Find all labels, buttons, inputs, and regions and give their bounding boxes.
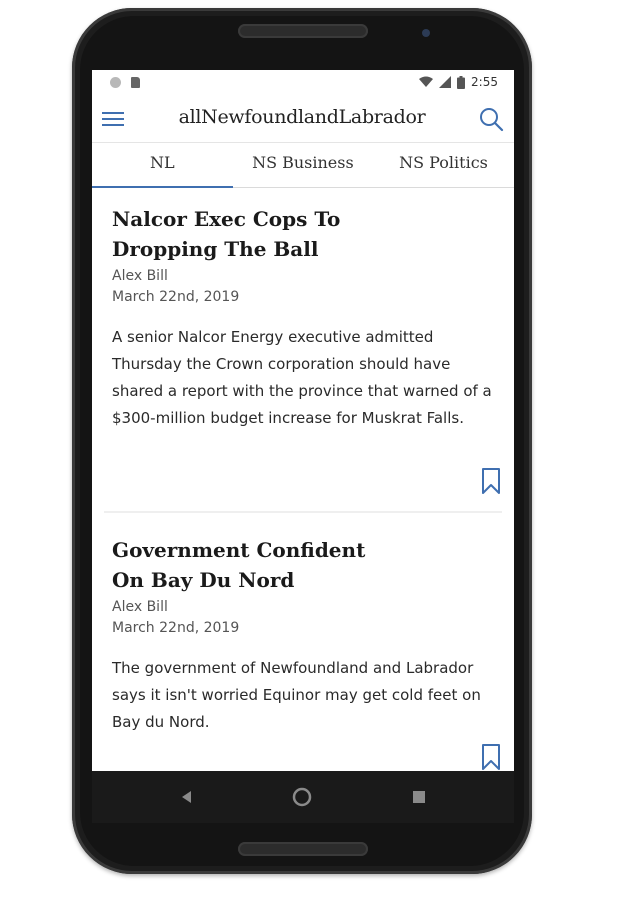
status-bar (92, 70, 514, 96)
cellular-icon (439, 76, 451, 88)
tab-ns-politics[interactable]: NS Politics (399, 153, 488, 172)
app-screen (92, 70, 514, 771)
tab-nl[interactable]: NL (92, 143, 233, 187)
article-card[interactable] (112, 204, 492, 432)
article-headline[interactable]: Government Confident On Bay Du Nord (112, 538, 366, 592)
search-icon[interactable] (478, 106, 504, 132)
battery-icon (457, 76, 465, 89)
system-nav-bar (92, 771, 514, 823)
article-date: March 22nd, 2019 (112, 289, 240, 305)
app-bar (92, 96, 514, 142)
front-camera (422, 29, 430, 37)
article-author: Alex Bill (112, 599, 168, 615)
article-headline[interactable]: Nalcor Exec Cops To Dropping The Ball (112, 207, 341, 261)
wifi-icon (419, 76, 433, 88)
hamburger-menu-icon[interactable] (102, 109, 124, 129)
sd-card-icon (131, 77, 140, 88)
top-speaker (238, 24, 368, 38)
bookmark-icon[interactable] (481, 467, 501, 495)
back-icon[interactable] (180, 790, 192, 804)
tab-bar (92, 142, 514, 188)
article-card[interactable] (112, 535, 492, 736)
article-author: Alex Bill (112, 268, 168, 284)
home-icon[interactable] (291, 786, 313, 808)
brand-logo: allNewfoundlandLabrador (178, 106, 426, 128)
bookmark-icon[interactable] (481, 743, 501, 771)
notification-dot-icon (110, 77, 121, 88)
article-divider (104, 511, 502, 513)
article-date: March 22nd, 2019 (112, 620, 240, 636)
recents-icon[interactable] (412, 790, 426, 804)
article-summary: A senior Nalcor Energy executive admitted Thursday the Crown corporation should have shared a report with the province that warned of a $300-million budget increase for Muskrat Falls. (112, 328, 492, 427)
bottom-speaker (238, 842, 368, 856)
article-summary: The government of Newfoundland and Labrador says it isn't worried Equinor may get cold feet on Bay du Nord. (112, 659, 481, 731)
tab-ns-business[interactable]: NS Business (252, 153, 354, 172)
status-time: 2:55 (471, 75, 498, 89)
